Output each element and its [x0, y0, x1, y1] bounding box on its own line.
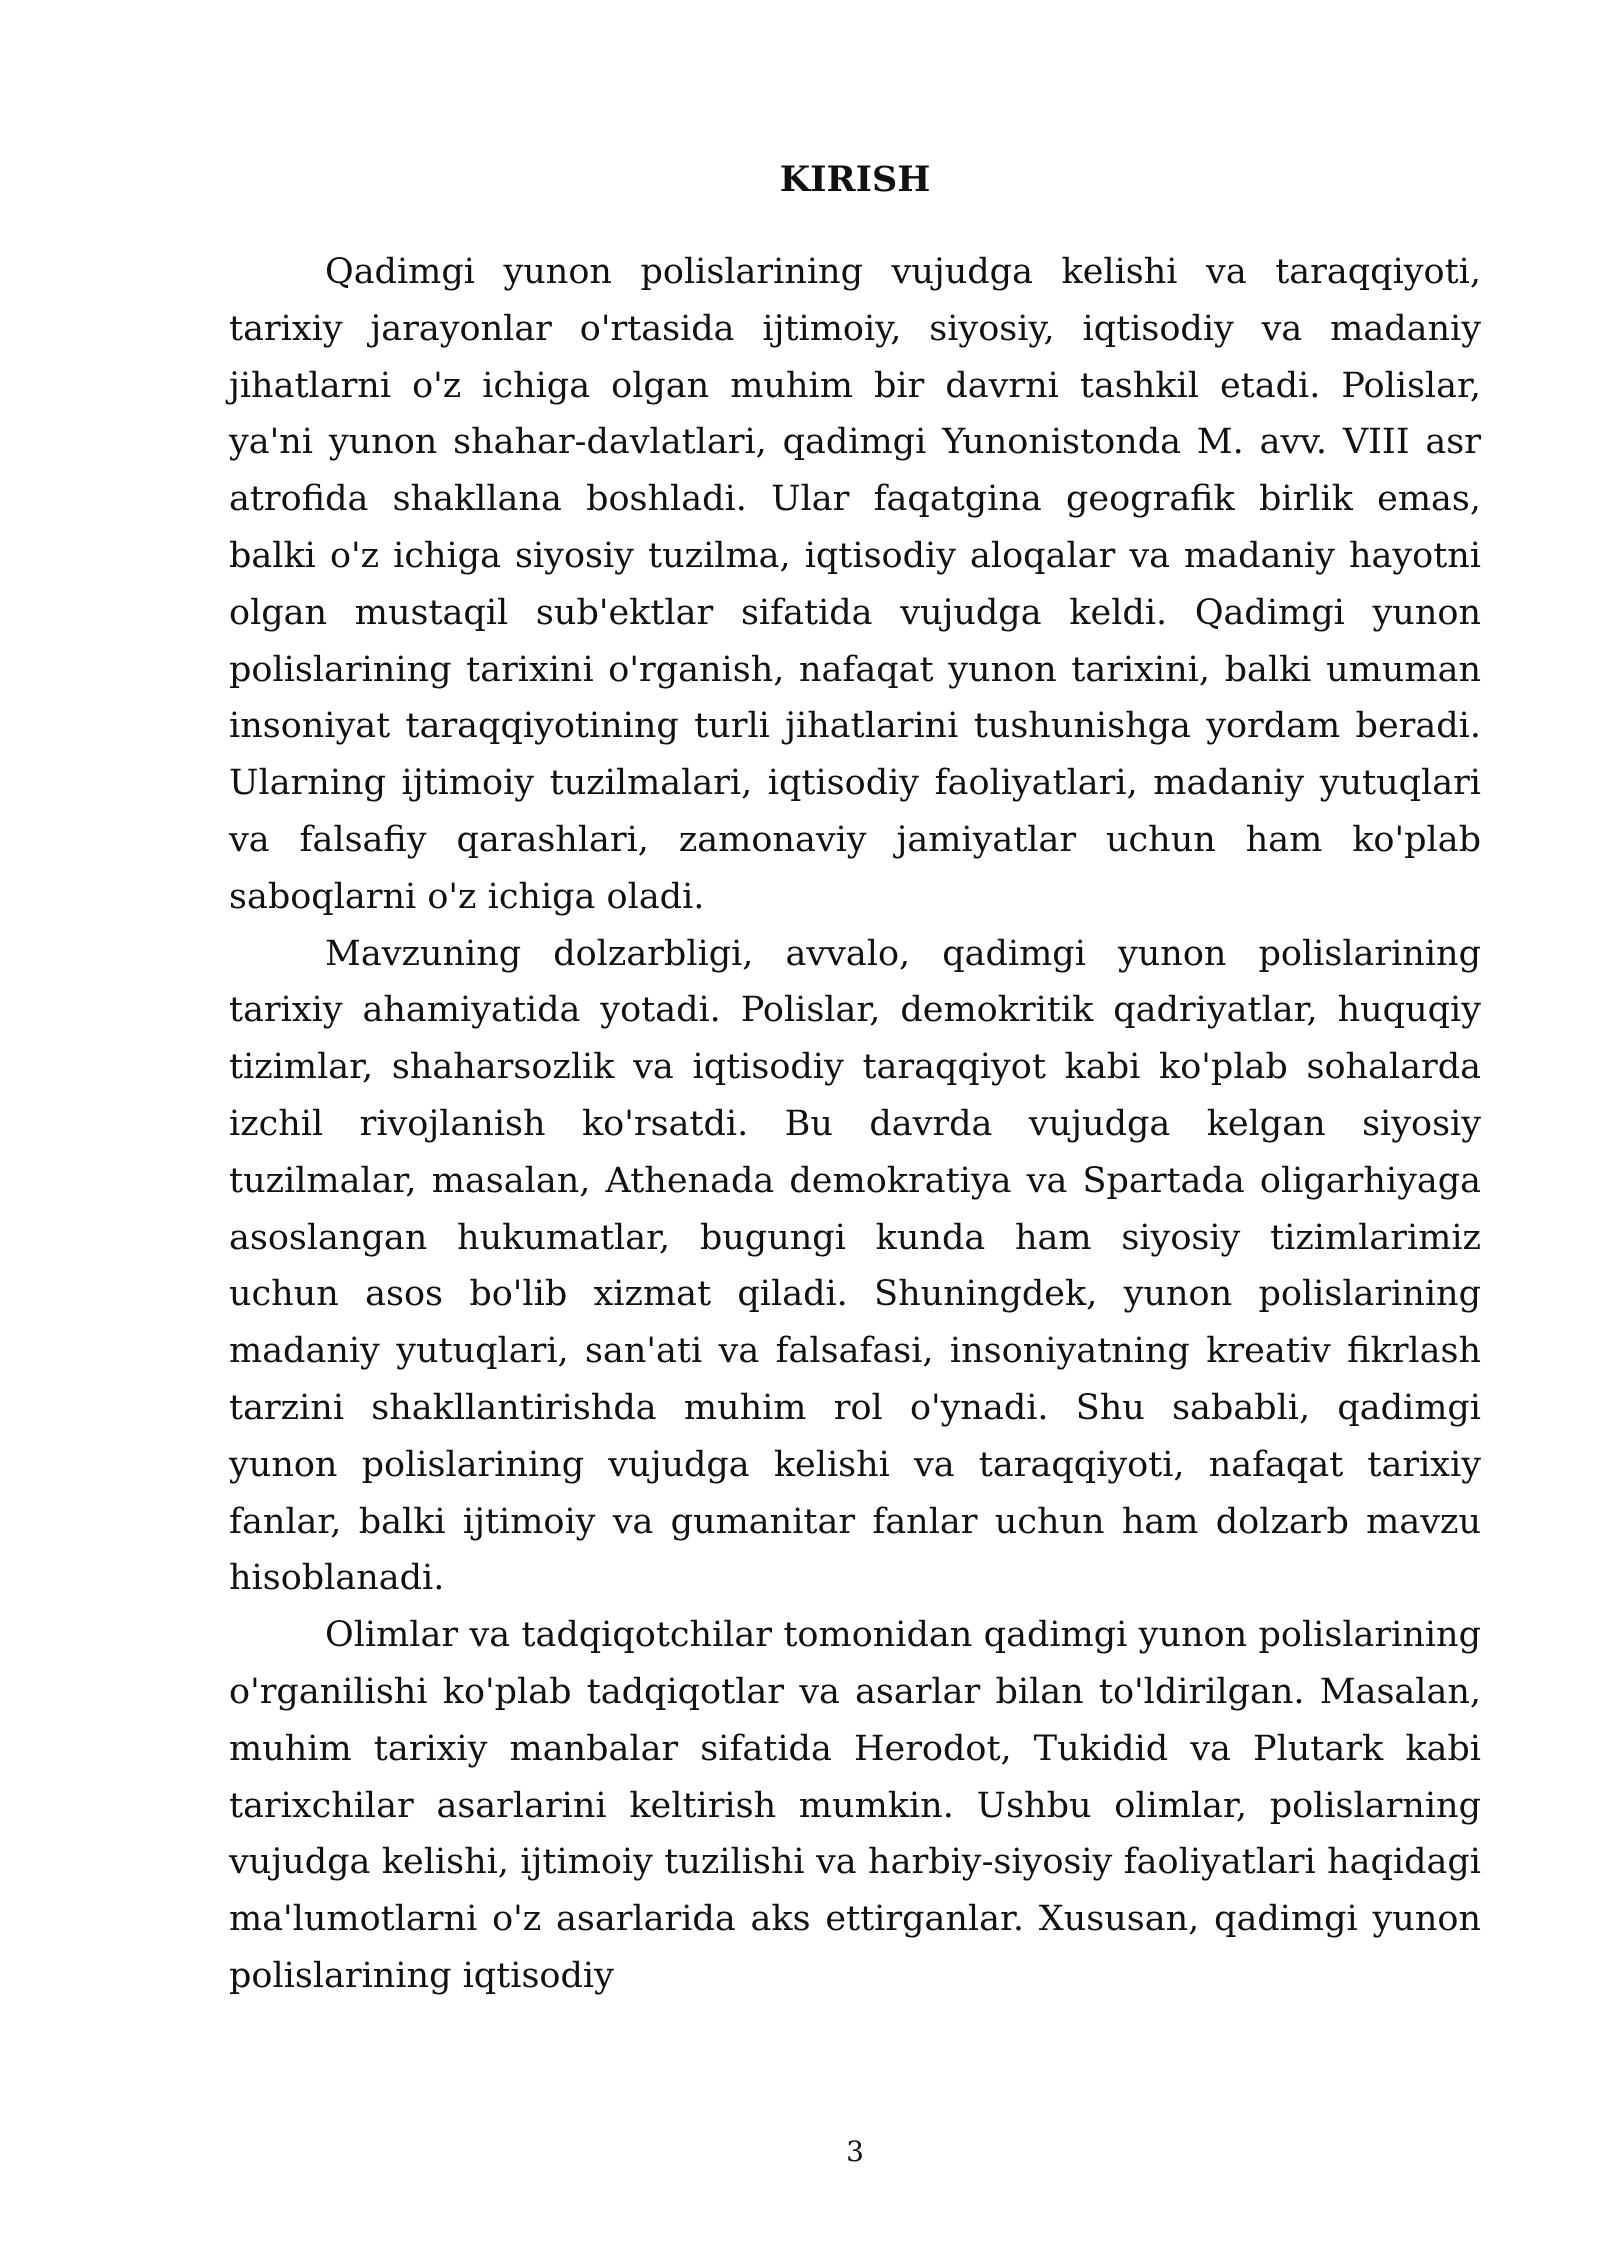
- page-title: KIRISH: [779, 159, 931, 200]
- paragraph-1: Qadimgi yunon polislarining vujudga kelishi va taraqqiyoti, tarixiy jarayonlar o'rtasida ijtimoiy, siyosiy, iqtisodiy va madaniy jihatlarni o'z ichiga olgan muhim bir davrni tashkil etadi. Polislar, ya'ni yunon shahar-davlatlari, qadimgi Yunonistonda M. avv. VIII asr atrofida shakllana boshladi. Ular faqatgina geografik birlik emas, balki o'z ichiga siyosiy tuzilma, iqtisodiy aloqalar va madaniy hayotni olgan mustaqil sub'ektlar sifatida vujudga keldi. Qadimgi yunon polislarining tarixini o'rganish, nafaqat yunon tarixini, balki umuman insoniyat taraqqiyotining turli jihatlarini tushunishga yordam beradi. Ularning ijtimoiy tuzilmalari, iqtisodiy faoliyatlari, madaniy yutuqlari va falsafiy qarashlari, zamonaviy jamiyatlar uchun ham ko'plab saboqlarni o'z ichiga oladi.: [229, 252, 1481, 917]
- paragraph-3: Olimlar va tadqiqotchilar tomonidan qadimgi yunon polislarining o'rganilishi ko'plab tadqiqotlar va asarlar bilan to'ldirilgan. Masalan, muhim tarixiy manbalar sifatida Herodot, Tukidid va Plutark kabi tarixchilar asarlarini keltirish mumkin. Ushbu olimlar, polislarning vujudga kelishi, ijtimoiy tuzilishi va harbiy-siyosiy faoliyatlari haqidagi ma'lumotlarni o'z asarlarida aks ettirganlar. Xususan, qadimgi yunon polislarining iqtisodiy: [229, 1615, 1481, 1996]
- body-text: [229, 244, 1481, 2005]
- page-number: 3: [846, 2135, 864, 2168]
- paragraph-2: Mavzuning dolzarbligi, avvalo, qadimgi yunon polislarining tarixiy ahamiyatida yotadi. Polislar, demokritik qadriyatlar, huquqiy tizimlar, shaharsozlik va iqtisodiy taraqqiyot kabi ko'plab sohalarda izchil rivojlanish ko'rsatdi. Bu davrda vujudga kelgan siyosiy tuzilmalar, masalan, Athenada demokratiya va Spartada oligarhiyaga asoslangan hukumatlar, bugungi kunda ham siyosiy tizimlarimiz uchun asos bo'lib xizmat qiladi. Shuningdek, yunon polislarining madaniy yutuqlari, san'ati va falsafasi, insoniyatning kreativ fikrlash tarzini shakllantirishda muhim rol o'ynadi. Shu sababli, qadimgi yunon polislarining vujudga kelishi va taraqqiyoti, nafaqat tarixiy fanlar, balki ijtimoiy va gumanitar fanlar uchun ham dolzarb mavzu hisoblanadi.: [229, 933, 1481, 1599]
